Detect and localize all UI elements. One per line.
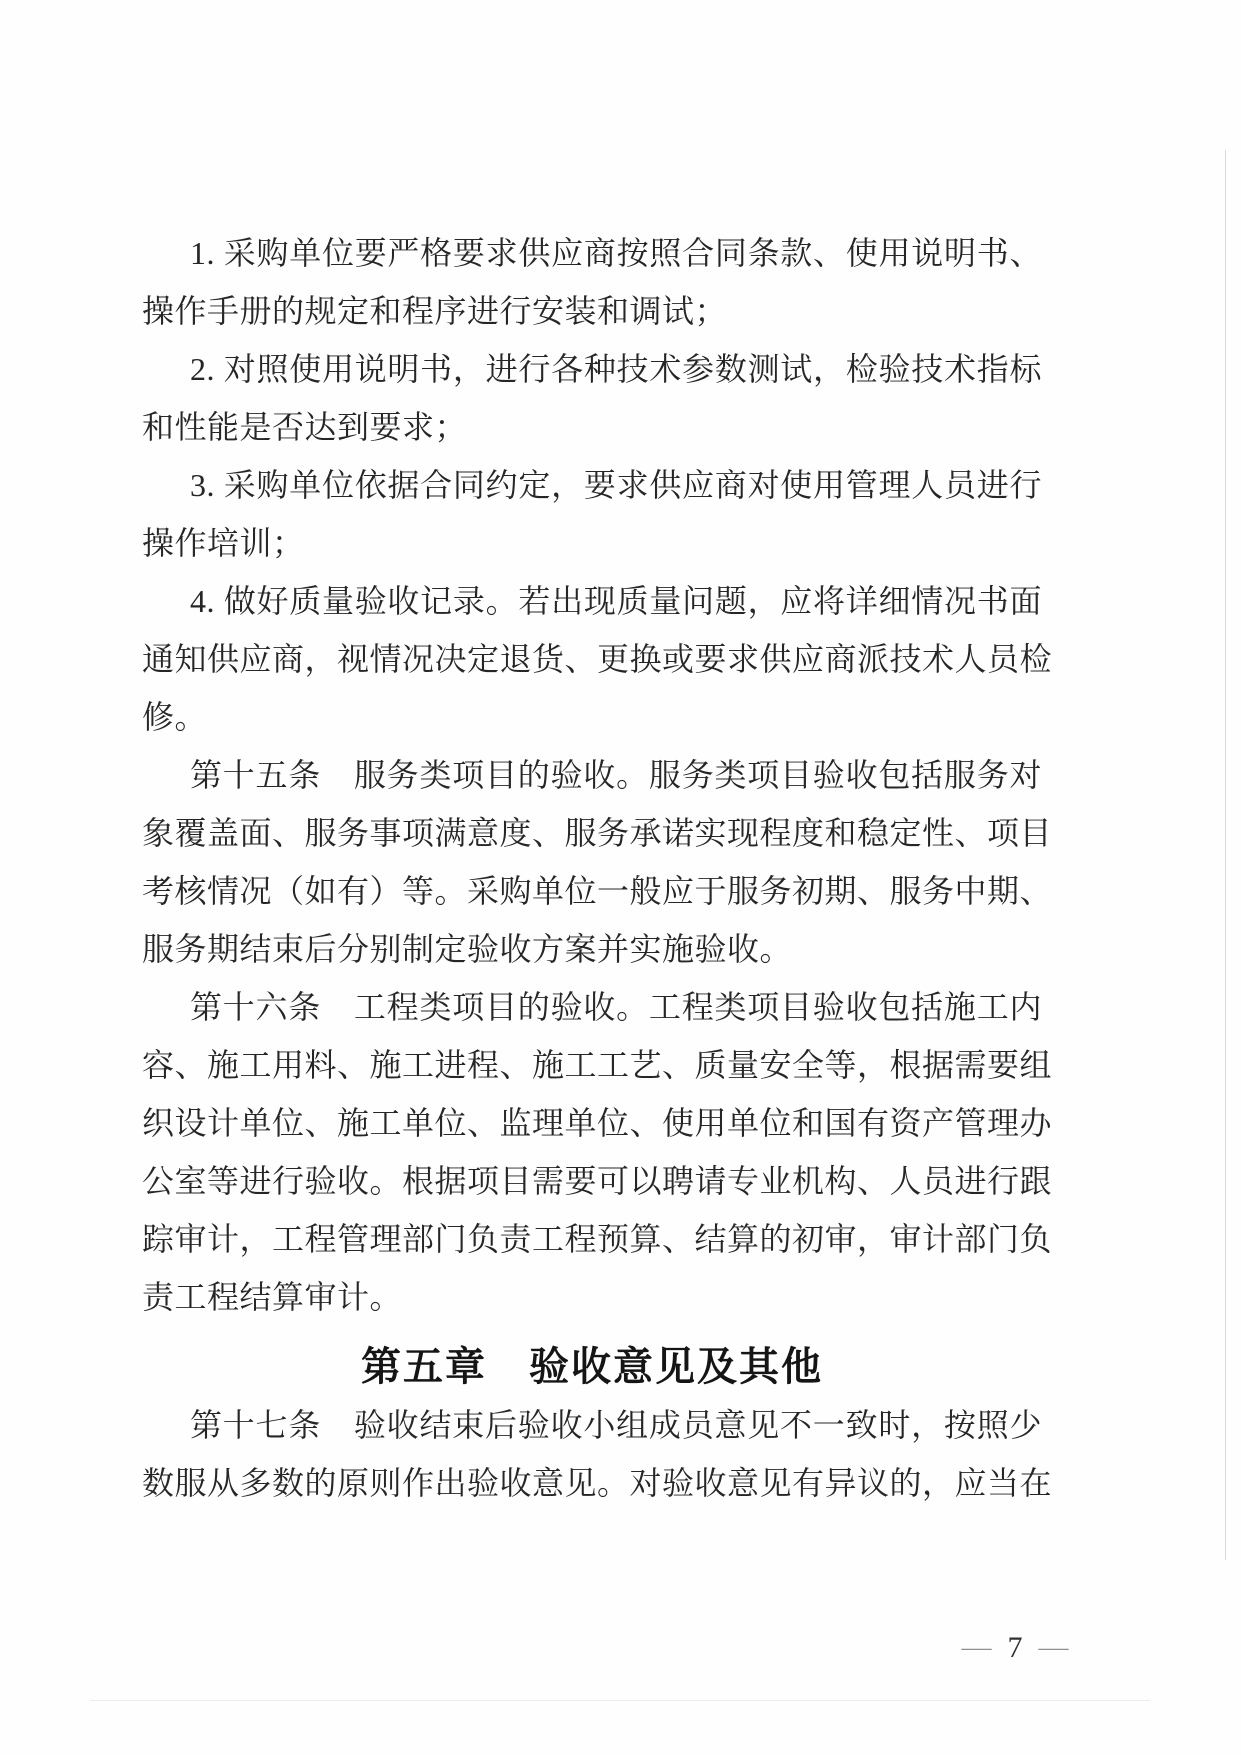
body-line: 修。: [142, 699, 208, 735]
article-17-line: 第十七条 验收结束后验收小组成员意见不一致时，按照少: [190, 1407, 1042, 1443]
article-15-line: 考核情况（如有）等。采购单位一般应于服务初期、服务中期、: [142, 873, 1053, 909]
article-15-line: 服务期结束后分别制定验收方案并实施验收。: [142, 931, 793, 967]
article-16-line: 第十六条 工程类项目的验收。工程类项目验收包括施工内: [190, 989, 1042, 1025]
scan-artifact-horizontal-line: [90, 1700, 1150, 1701]
body-text-block: [142, 1396, 1053, 1512]
article-16-line: 责工程结算审计。: [142, 1279, 403, 1315]
page-footer: [930, 1628, 1100, 1668]
body-text-block: [142, 224, 1053, 1326]
body-line: 3. 采购单位依据合同约定，要求供应商对使用管理人员进行: [190, 467, 1042, 503]
body-line: 通知供应商，视情况决定退货、更换或要求供应商派技术人员检: [142, 641, 1053, 677]
article-17-line: 数服从多数的原则作出验收意见。对验收意见有异议的，应当在: [142, 1465, 1053, 1501]
article-16-line: 公室等进行验收。根据项目需要可以聘请专业机构、人员进行跟: [142, 1163, 1053, 1199]
body-line: 2. 对照使用说明书，进行各种技术参数测试，检验技术指标: [190, 351, 1042, 387]
body-line: 操作培训；: [142, 525, 305, 561]
footer-right-dash: —: [1038, 1634, 1069, 1661]
article-16-line: 容、施工用料、施工进程、施工工艺、质量安全等，根据需要组: [142, 1047, 1053, 1083]
scan-artifact-vertical-line: [1225, 150, 1226, 1560]
body-line: 1. 采购单位要严格要求供应商按照合同条款、使用说明书、: [190, 235, 1042, 271]
article-15-line: 第十五条 服务类项目的验收。服务类项目验收包括服务对: [190, 757, 1042, 793]
body-line: 操作手册的规定和程序进行安装和调试；: [142, 293, 728, 329]
page-number: 7: [1007, 1631, 1023, 1664]
footer-left-dash: —: [961, 1634, 992, 1661]
article-16-line: 织设计单位、施工单位、监理单位、使用单位和国有资产管理办: [142, 1105, 1053, 1141]
chapter-heading: 第五章 验收意见及其他: [361, 1345, 823, 1389]
body-line: 4. 做好质量验收记录。若出现质量问题，应将详细情况书面: [190, 583, 1042, 619]
article-16-line: 踪审计，工程管理部门负责工程预算、结算的初审，审计部门负: [142, 1221, 1053, 1257]
body-line: 和性能是否达到要求；: [142, 409, 468, 445]
article-15-line: 象覆盖面、服务事项满意度、服务承诺实现程度和稳定性、项目: [142, 815, 1053, 851]
